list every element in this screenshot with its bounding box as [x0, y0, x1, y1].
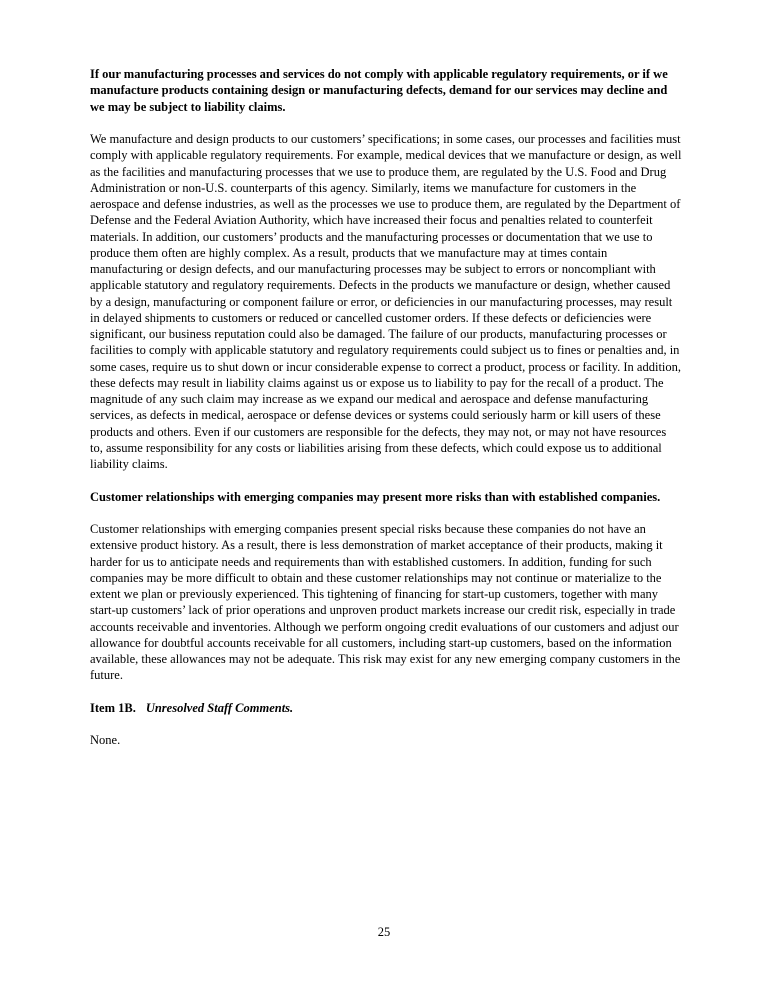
document-content	[90, 66, 682, 765]
paragraph-none: None.	[90, 733, 121, 748]
item-1b-line	[90, 700, 682, 716]
risk-heading-manufacturing-compliance: If our manufacturing processes and services do not comply with applicable regulatory requirements, or if we manufacture products containing design or manufacturing defects, demand for our services may decline and we may be subject to liability claims.	[90, 67, 668, 114]
page-number: 25	[377, 925, 391, 939]
paragraph-emerging-companies: Customer relationships with emerging companies present special risks because these companies do not have an extensive product history. As a result, there is less demonstration of market acceptance of their products, making it harder for us to anticipate needs and requirements than with established customers. In addition, funding for such companies may be more difficult to obtain and these customer relationships may not continue or materialize to the extent we plan or previously experienced. This tightening of financing for start-up customers, together with many start-up customers’ lack of prior operations and unproven product markets increase our credit risk, especially in trade accounts receivable and inventories. Although we perform ongoing credit evaluations of our customers and adjust our allowance for doubtful accounts receivable for all customers, including start-up customers, based on the information available, these allowances may not be adequate. This risk may exist for any new emerging company customers in the future.	[90, 522, 681, 683]
risk-heading-emerging-companies: Customer relationships with emerging companies may present more risks than with established companies.	[90, 489, 661, 504]
item-1b-title: Unresolved Staff Comments.	[145, 700, 294, 715]
paragraph-manufacturing-risks: We manufacture and design products to our customers’ specifications; in some cases, our processes and facilities must comply with applicable regulatory requirements. For example, medical devices that we manufacture or design, as well as the facilities and manufacturing processes that we use to produce them, are regulated by the U.S. Food and Drug Administration or non-U.S. counterparts of this agency. Similarly, items we manufacture for customers in the aerospace and defense industries, as well as the processes we use to produce them, are regulated by the Department of Defense and the Federal Aviation Authority, which have increased their focus and penalties related to counterfeit materials. In addition, our customers’ products and the manufacturing processes or documentation that we use to produce them often are highly complex. As a result, products that we manufacture may at times contain manufacturing or design defects, and our manufacturing processes may be subject to errors or noncompliant with applicable statutory and regulatory requirements. Defects in the products we manufacture or design, whether caused by a design, manufacturing or component failure or error, or deficiencies in our manufacturing processes, may result in delayed shipments to customers or reduced or cancelled customer orders. If these defects or deficiencies were significant, our business reputation could also be damaged. The failure of our products, manufacturing processes or facilities to comply with applicable statutory and regulatory requirements could subject us to fines or penalties and, in some cases, require us to shut down or incur considerable expense to correct a product, process or facility. In addition, these defects may result in liability claims against us or expose us to liability to pay for the recall of a product. The magnitude of any such claim may increase as we expand our medical and aerospace and defense manufacturing services, as defects in medical, aerospace or defense devices or systems could seriously harm or kill users of these products and others. Even if our customers are responsible for the defects, they may not, or may not have resources to, assume responsibility for any costs or liabilities arising from these defects, which could expose us to additional liability claims.	[90, 132, 682, 471]
item-1b-label: Item 1B.	[90, 700, 136, 715]
